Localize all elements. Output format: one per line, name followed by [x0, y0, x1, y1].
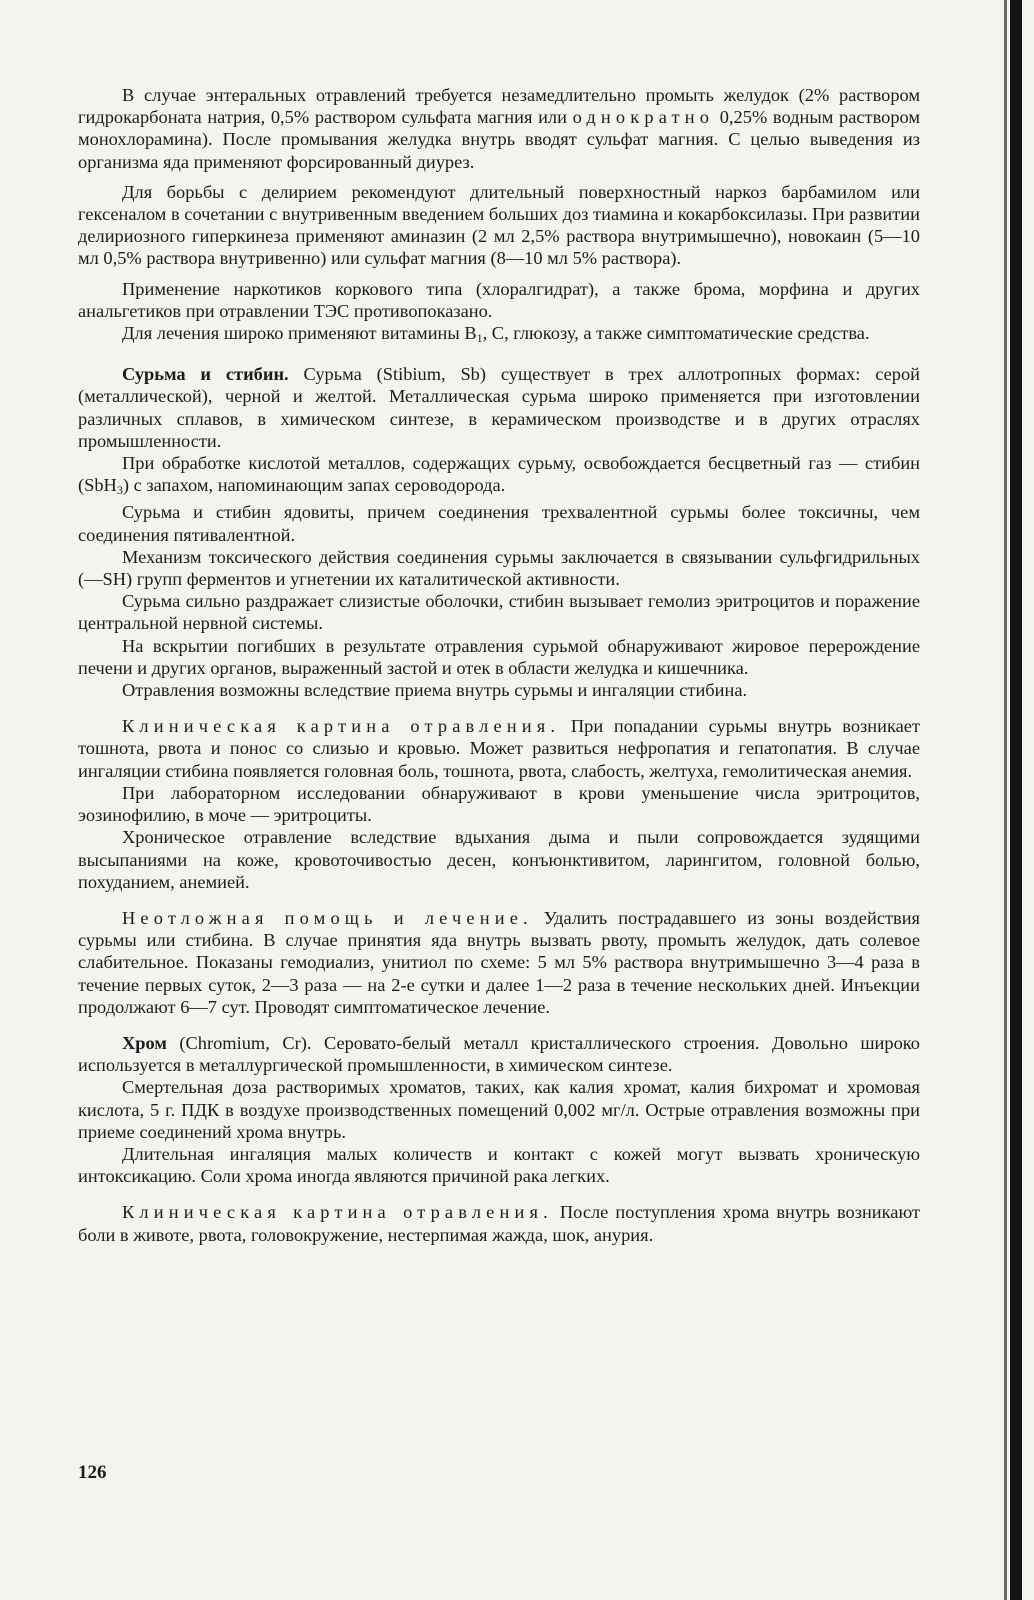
- paragraph-chromium-clinical: [78, 1201, 920, 1245]
- paragraph-autopsy: На вскрытии погибших в результате отравления сурьмой обнаруживают жировое перерождение печени и других органов, выраженный застой и отек в области желудка и кишечника.: [78, 635, 920, 678]
- paragraph-toxicity: Сурьма и стибин ядовиты, причем соединения трехвалентной сурьмы более токсичны, чем соединения пятивалентной.: [78, 502, 920, 545]
- paragraph-chronic: Хроническое отравление вследствие вдыхания дыма и пыли сопровождается зудящими высыпаниями на коже, кровоточивостью десен, конъюнктивитом, ларингитом, головной болью, похуданием, анемией.: [78, 827, 920, 892]
- paragraph-stibine-gas: [78, 452, 920, 501]
- subheading-emergency: Неотложная помощь и лечение.: [122, 907, 533, 928]
- paragraph-mechanism: Механизм токсического действия соединения сурьмы заключается в связывании сульфгидрильных (—SH) групп ферментов и угнетении их каталитической активности.: [78, 546, 920, 590]
- section-heading-chromium: Хром: [122, 1032, 167, 1053]
- paragraph-enteral: [78, 84, 920, 173]
- paragraph-irritation: Сурьма сильно раздражает слизистые оболочки, стибин вызывает гемолиз эритроцитов и поражение центральной нервной системы.: [78, 591, 920, 634]
- page-number: 126: [78, 1462, 107, 1483]
- page-body: [78, 84, 920, 1246]
- text-run: 0,25% водным раствором монохлорамина). После промывания желудка внутрь вводят сульфат магния. С целью выведения из организма яда применяют форсированный диурез.: [78, 107, 920, 172]
- paragraph-antimony-intro: [78, 363, 920, 452]
- paragraph-chromium-chronic: Длительная ингаляция малых количеств и контакт с кожей могут вызвать хроническую интоксикацию. Соли хрома иногда являются причиной рака легких.: [78, 1143, 920, 1187]
- text-run: Для лечения широко применяют витамины B: [122, 323, 477, 344]
- section-heading-antimony: Сурьма и стибин.: [122, 364, 289, 385]
- scan-edge: [1010, 0, 1022, 1600]
- subheading-clinical: Клиническая картина отравления.: [122, 1202, 553, 1223]
- paragraph-delirium: Для борьбы с делирием рекомендуют длительный поверхностный наркоз барбамилом или гексеналом в сочетании с внутривенным введением больших доз тиамина и кокарбоксилазы. При развитии делириозного гиперкинеза применяют аминазин (2 мл 2,5% раствора внутримышечно), новокаин (5—10 мл 0,5% раствора внутривенно) или сульфат магния (8—10 мл 5% раствора).: [78, 181, 920, 269]
- paragraph-antimony-clinical: [78, 715, 920, 782]
- scan-edge-shadow: [1004, 0, 1007, 1600]
- subscript: 3: [116, 483, 123, 498]
- text-run: Сурьма (Stibium, Sb) существует в трех аллотропных формах: серой (металлической), черной и желтой. Металлическая сурьма широко применяется при изготовлении различных сплавов, в химическом синтезе, в керамическом производстве и в других отраслях промышленности.: [78, 364, 920, 451]
- paragraph-vitamins: [78, 322, 920, 349]
- text-run: После поступления хрома внутрь возникают боли в животе, рвота, головокружение, нестерпимая жажда, шок, анурия.: [78, 1202, 921, 1245]
- text-run: При попадании сурьмы внутрь возникает тошнота, рвота и понос со слизью и кровью. Может развиться нефропатия и гепатопатия. В случае ингаляции стибина появляется головная боль, тошнота, рвота, слабость, желтуха, гемолитическая анемия.: [78, 716, 921, 781]
- text-run: , C, глюкозу, а также симптоматические средства.: [482, 323, 870, 344]
- text-run: (Chromium, Cr). Серовато-белый металл кристаллического строения. Довольно широко используется в металлургической промышленности, в химическом синтезе.: [78, 1032, 920, 1076]
- paragraph-antimony-aid: [78, 907, 920, 1018]
- paragraph-lab: При лабораторном исследовании обнаруживают в крови уменьшение числа эритроцитов, эозинофилию, в моче — эритроциты.: [78, 782, 920, 826]
- text-run: Удалить пострадавшего из зоны воздействия сурьмы или стибина. В случае принятия яда внутрь вызвать рвоту, промыть желудок, дать солевое слабительное. Показаны гемодиализ, унитиол по схеме: 5 мл 5% раствора внутримышечно 3—4 раза в течение первых суток, 2—3 раза — на 2-е сутки и далее 1—2 раза в течение нескольких дней. Инъекции продолжают 6—7 сут. Проводят симптоматическое лечение.: [78, 907, 920, 1017]
- text-run: ) с запахом, напоминающим запах сероводорода.: [122, 475, 506, 496]
- text-run: При обработке кислотой металлов, содержащих сурьму, освобождается бесцветный газ — стибин (SbH: [78, 453, 920, 496]
- subscript: 1: [476, 331, 483, 346]
- paragraph-routes: Отравления возможны вследствие приема внутрь сурьмы и ингаляции стибина.: [122, 680, 748, 701]
- paragraph-chromium-dose: Смертельная доза растворимых хроматов, таких, как калия хромат, калия бихромат и хромовая кислота, 5 г. ПДК в воздухе производственных помещений 0,002 мг/л. Острые отравления возможны при приеме соединений хрома внутрь.: [78, 1077, 920, 1142]
- text-run: В случае энтеральных отравлений требуется незамедлительно промыть желудок (2% раствором гидрокарбоната натрия, 0,5% раствором сульфата магния или: [78, 85, 920, 128]
- paragraph-chromium-intro: [78, 1032, 920, 1076]
- subheading-clinical: Клиническая картина отравления.: [122, 716, 561, 737]
- spaced-word: однократно: [572, 107, 715, 128]
- paragraph-contraindication: Применение наркотиков коркового типа (хлоралгидрат), а также брома, морфина и других анальгетиков при отравлении ТЭС противопоказано.: [78, 278, 920, 321]
